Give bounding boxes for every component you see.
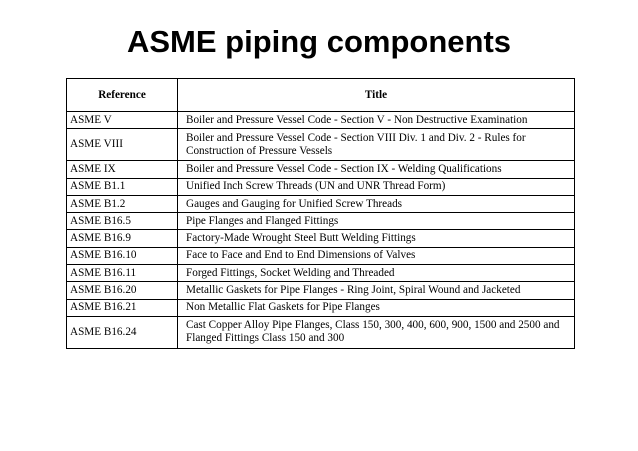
title-cell: Boiler and Pressure Vessel Code - Section V - Non Destructive Examination xyxy=(178,112,575,129)
table-row xyxy=(67,178,575,195)
table-header-row xyxy=(67,79,575,112)
reference-cell: ASME B16.24 xyxy=(67,316,178,348)
reference-cell: ASME IX xyxy=(67,161,178,178)
title-cell: Unified Inch Screw Threads (UN and UNR Thread Form) xyxy=(178,178,575,195)
reference-cell: ASME B16.10 xyxy=(67,247,178,264)
title-cell: Metallic Gaskets for Pipe Flanges - Ring Joint, Spiral Wound and Jacketed xyxy=(178,282,575,299)
title-cell: Face to Face and End to End Dimensions of Valves xyxy=(178,247,575,264)
reference-cell: ASME B16.9 xyxy=(67,230,178,247)
reference-cell: ASME VIII xyxy=(67,129,178,161)
table-row xyxy=(67,129,575,161)
title-cell: Forged Fittings, Socket Welding and Threaded xyxy=(178,265,575,282)
reference-cell: ASME B16.20 xyxy=(67,282,178,299)
title-cell: Cast Copper Alloy Pipe Flanges, Class 150, 300, 400, 600, 900, 1500 and 2500 and Flanged Fittings Class 150 and 300 xyxy=(178,316,575,348)
reference-cell: ASME B16.5 xyxy=(67,213,178,230)
table-row xyxy=(67,161,575,178)
title-cell: Non Metallic Flat Gaskets for Pipe Flanges xyxy=(178,299,575,316)
reference-table xyxy=(66,78,575,349)
reference-cell: ASME V xyxy=(67,112,178,129)
reference-cell: ASME B1.1 xyxy=(67,178,178,195)
table-row xyxy=(67,213,575,230)
column-header-title: Title xyxy=(178,79,575,112)
table-row xyxy=(67,265,575,282)
table-row xyxy=(67,299,575,316)
title-cell: Pipe Flanges and Flanged Fittings xyxy=(178,213,575,230)
title-cell: Factory-Made Wrought Steel Butt Welding Fittings xyxy=(178,230,575,247)
table-row xyxy=(67,230,575,247)
title-cell: Boiler and Pressure Vessel Code - Section IX - Welding Qualifications xyxy=(178,161,575,178)
page-title: ASME piping components xyxy=(126,24,512,59)
table-row xyxy=(67,112,575,129)
reference-cell: ASME B1.2 xyxy=(67,195,178,212)
table-row xyxy=(67,195,575,212)
reference-cell: ASME B16.11 xyxy=(67,265,178,282)
table-row xyxy=(67,316,575,348)
table-row xyxy=(67,282,575,299)
column-header-reference: Reference xyxy=(67,79,178,112)
table-row xyxy=(67,247,575,264)
title-cell: Boiler and Pressure Vessel Code - Section VIII Div. 1 and Div. 2 - Rules for Construction of Pressure Vessels xyxy=(178,129,575,161)
reference-cell: ASME B16.21 xyxy=(67,299,178,316)
title-cell: Gauges and Gauging for Unified Screw Threads xyxy=(178,195,575,212)
